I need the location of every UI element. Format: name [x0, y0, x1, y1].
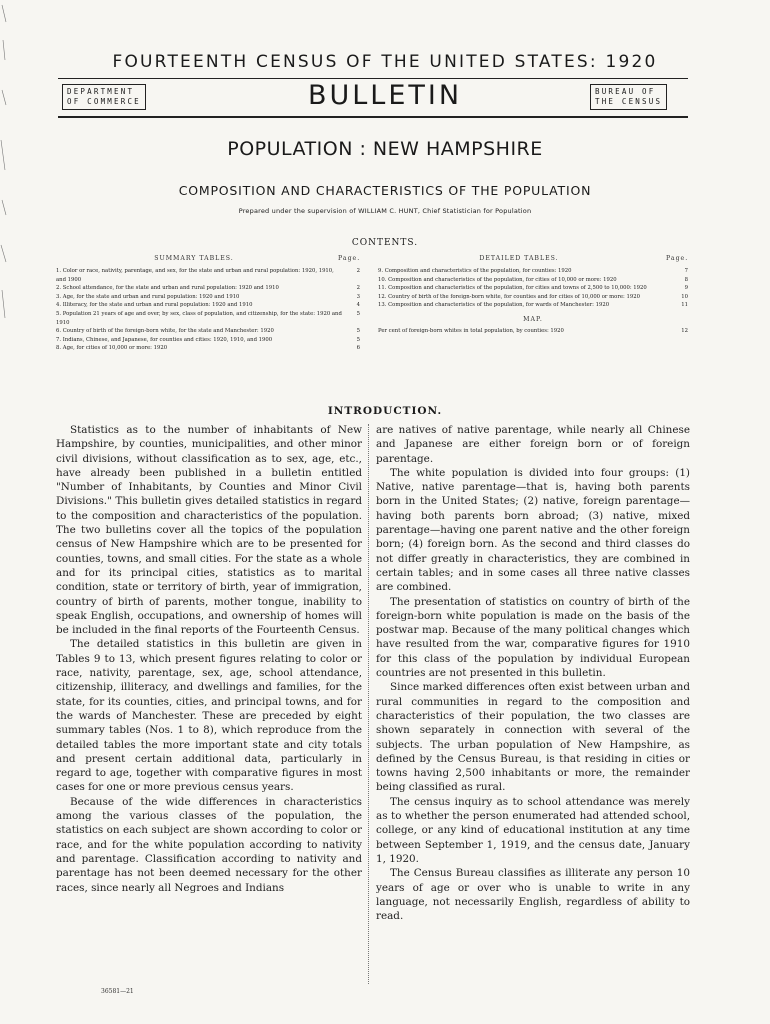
print-code: 36581—21	[101, 988, 134, 995]
page-title: POPULATION : NEW HAMPSHIRE	[227, 138, 543, 160]
toc-entry-page: 5	[356, 310, 360, 317]
bureau-line-1: BUREAU OF	[595, 87, 656, 96]
summary-tables-header	[56, 255, 360, 262]
toc-entry-page: 7	[684, 268, 688, 274]
toc-entry-page: 10	[681, 293, 688, 300]
toc-entry	[56, 310, 360, 327]
toc-entry-title: 5. Population 21 years of age and over, by sex, class of population, and citizenship, for the state: 1920 and 1910	[56, 310, 342, 326]
paragraph: The detailed statistics in this bulletin are given in Tables 9 to 13, which present figures relating to color or race, nativity, parentage, sex, age, school attendance, citizenship, illiteracy, and dwellings and families, for the state, for its counties, cities, and principal towns, and for the wards of Manchester. These are preceded by eight summary tables (Nos. 1 to 8), which reproduce from the detailed tables the more important state and city totals and present certain additional data, particularly in regard to age, together with comparative figures in most cases for one or more previous census years.	[56, 638, 362, 794]
map-heading: MAP.	[523, 315, 543, 323]
toc-entry	[378, 267, 688, 276]
introduction-heading: INTRODUCTION.	[327, 405, 443, 417]
introduction-left-column	[56, 423, 362, 895]
column-divider	[368, 424, 369, 984]
toc-entry	[378, 301, 688, 310]
toc-entry-page: 9	[684, 285, 688, 292]
census-title: FOURTEENTH CENSUS OF THE UNITED STATES: 1920	[112, 52, 658, 72]
summary-tables-heading: SUMMARY TABLES.	[154, 255, 234, 262]
toc-entry-page: 6	[356, 345, 360, 352]
summary-page-heading: Page.	[338, 255, 361, 262]
map-entry	[378, 327, 688, 336]
map-entry-title: Per cent of foreign-born whites in total population, by counties: 1920	[378, 327, 564, 334]
toc-entry-title: 2. School attendance, for the state and urban and rural population: 1920 and 1910	[56, 285, 279, 292]
paragraph: The census inquiry as to school attendance was merely as to whether the person enumerated had attended school, college, or any kind of educational institution at any time between September 1, 1919, and the census date, January 1, 1920.	[376, 795, 690, 865]
toc-entry-title: 8. Age, for cities of 10,000 or more: 1920	[56, 345, 168, 352]
paragraph: Because of the wide differences in characteristics among the various classes of the population, the statistics on each subject are shown according to color or race, and for the white population according to nativity and parentage. Classification according to nativity and parentage has not been deemed necessary for the other races, since nearly all Negroes and Indians	[56, 795, 362, 894]
prepared-by: Prepared under the supervision of WILLIAM C. HUNT, Chief Statistician for Population	[238, 207, 532, 215]
toc-entry	[56, 267, 360, 284]
detailed-tables-list	[378, 267, 688, 310]
toc-entry	[378, 284, 688, 293]
bulletin-heading: BULLETIN	[307, 80, 463, 111]
toc-entry	[56, 301, 360, 310]
detailed-tables-heading: DETAILED TABLES.	[479, 255, 559, 262]
toc-entry	[378, 276, 688, 285]
detailed-tables	[378, 255, 688, 336]
toc-entry	[56, 336, 360, 345]
toc-entry	[378, 293, 688, 302]
binding-margin-marks	[0, 0, 10, 330]
map-entry-page: 12	[681, 327, 688, 334]
toc-entry	[56, 327, 360, 336]
paragraph: are natives of native parentage, while nearly all Chinese and Japanese are either foreign born or of foreign parentage.	[376, 424, 690, 465]
page-subtitle: COMPOSITION AND CHARACTERISTICS OF THE POPULATION	[178, 183, 592, 198]
bureau-line-2: THE CENSUS	[595, 97, 663, 106]
toc-entry-page: 11	[681, 302, 688, 309]
detailed-tables-header	[378, 255, 688, 262]
toc-entry-title: 10. Composition and characteristics of the population, for cities of 10,000 or more: 1920	[378, 276, 617, 283]
toc-entry-title: 1. Color or race, nativity, parentage, and sex, for the state and urban and rural population: 1920, 1910, and 1900	[56, 268, 334, 283]
toc-entry-title: 11. Composition and characteristics of the population, for cities and towns of 2,500 to 10,000: 1920	[378, 285, 647, 292]
paragraph: Since marked differences often exist between urban and rural communities in regard to the composition and characteristics of their population, the two classes are shown separately in connection with several of the subjects. The urban population of New Hampshire, as defined by the Census Bureau, is that residing in cities or towns having 2,500 inhabitants or more, the remainder being classified as rural.	[376, 681, 690, 794]
department-line-2: OF COMMERCE	[67, 97, 141, 106]
toc-entry-page: 3	[356, 293, 360, 300]
header-rule-bottom	[58, 116, 688, 118]
paragraph: The white population is divided into four groups: (1) Native, native parentage—that is, having both parents born in the United States; (2) native, foreign parentage—having both parents born abroad; (3) native, mixed parentage—having one parent native and the other foreign born; (4) foreign born. As the second and third classes do not differ greatly in characteristics, they are combined in certain tables; and in some cases all three native classes are combined.	[376, 466, 690, 594]
department-line-1: DEPARTMENT	[67, 87, 135, 96]
paragraph: Statistics as to the number of inhabitants of New Hampshire, by counties, municipalities, and other minor civil divisions, without classification as to sex, age, etc., have already been published in a bulletin entitled "Number of Inhabitants, by Counties and Minor Civil Divisions." This bulletin gives detailed statistics in regard to the composition and characteristics of the population. The two bulletins cover all the topics of the population census of New Hampshire which are to be presented for counties, towns, and small cities. For the state as a whole and for its principal cities, statistics as to marital condition, state or territory of birth, year of immigration, country of birth of parents, mother tongue, inability to speak English, occupations, and ownership of homes will be included in the final reports of the Fourteenth Census.	[56, 424, 362, 637]
toc-entry-title: 3. Age, for the state and urban and rural population: 1920 and 1910	[56, 293, 240, 300]
toc-entry-title: 7. Indians, Chinese, and Japanese, for counties and cities: 1920, 1910, and 1900	[56, 336, 273, 343]
toc-entry-page: 5	[356, 336, 360, 343]
header-rule-top	[58, 78, 688, 79]
introduction-right-column	[376, 423, 690, 923]
toc-entry-page: 5	[356, 328, 360, 335]
toc-entry-page: 2	[356, 268, 360, 274]
toc-entry-page: 2	[356, 285, 360, 292]
toc-entry	[56, 344, 360, 353]
detailed-page-heading: Page.	[666, 255, 689, 262]
toc-entry-title: 9. Composition and characteristics of the population, for counties: 1920	[378, 268, 572, 274]
bureau-box	[590, 84, 667, 110]
toc-entry-title: 4. Illiteracy, for the state and urban and rural population: 1920 and 1910	[56, 302, 253, 309]
paragraph: The presentation of statistics on country of birth of the foreign-born white population is made on the basis of the postwar map. Because of the many political changes which have resulted from the war, comparative figures for 1910 for this class of the population by individual European countries are not presented in this bulletin.	[376, 595, 690, 680]
toc-entry-title: 6. Country of birth of the foreign-born white, for the state and Manchester: 1920	[56, 328, 274, 335]
summary-tables	[56, 255, 360, 353]
toc-entry-title: 13. Composition and characteristics of the population, for wards of Manchester: 1920	[378, 302, 610, 309]
toc-entry-title: 12. Country of birth of the foreign-born white, for counties and for cities of 10,000 or more: 1920	[378, 293, 640, 300]
toc-entry-page: 8	[684, 276, 688, 283]
toc-entry	[56, 293, 360, 302]
paragraph: The Census Bureau classifies as illiterate any person 10 years of age or over who is unable to write in any language, not necessarily English, regardless of ability to read.	[376, 867, 690, 923]
toc-entry	[56, 284, 360, 293]
toc-entry-page: 4	[356, 302, 360, 309]
contents-heading: CONTENTS.	[351, 238, 419, 248]
summary-tables-list	[56, 267, 360, 353]
